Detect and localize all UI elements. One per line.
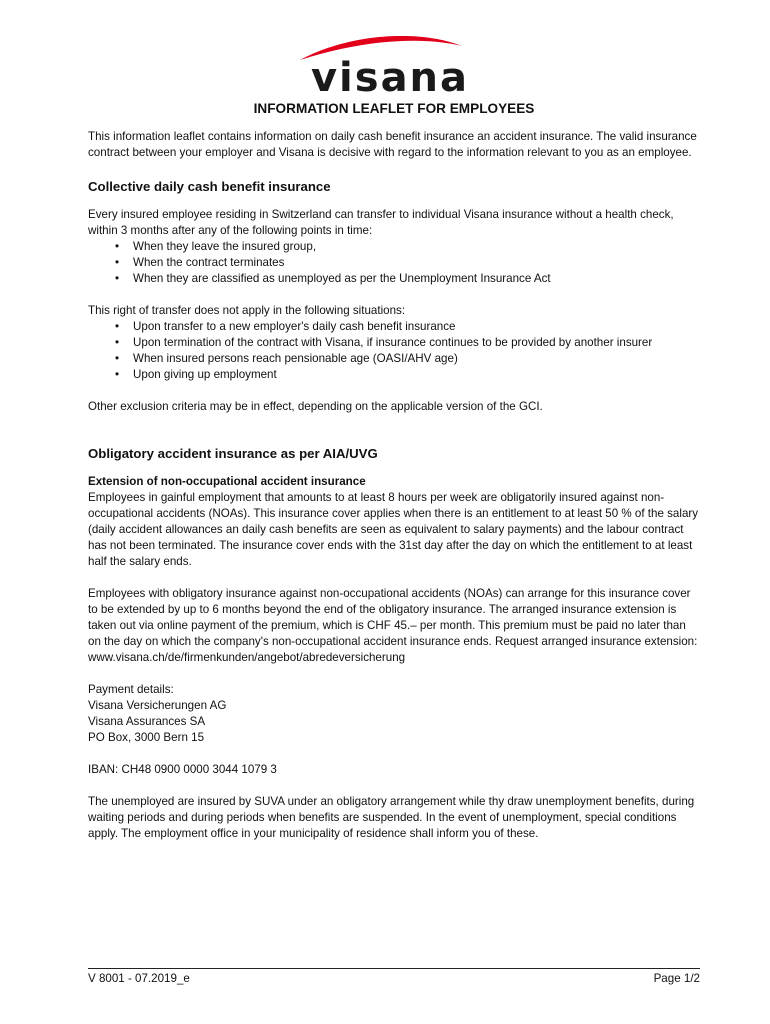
transfer-points-list xyxy=(88,239,700,287)
list-item: • When they leave the insured group, xyxy=(133,239,700,255)
intro-paragraph: This information leaflet contains information on daily cash benefit insurance an accident insurance. The valid insurance contract between your employer and Visana is decisive with regard to the information relevant to you as an employee. xyxy=(88,130,697,159)
daily-cash-paragraph-1: Every insured employee residing in Switzerland can transfer to individual Visana insurance without a health check, within 3 months after any of the following points in time: xyxy=(88,208,674,237)
visana-logo xyxy=(292,36,488,98)
logo-wordmark: visana xyxy=(310,55,470,98)
document-code: V 8001 - 07.2019_e xyxy=(88,972,190,985)
accident-paragraph-3: The unemployed are insured by SUVA under an obligatory arrangement while thy draw unemployment benefits, during waiting periods and during periods when benefits are suspended. In the event of unemployment, special conditions apply. The employment office in your municipality of residence shall inform you of these. xyxy=(88,795,695,840)
list-item: • Upon transfer to a new employer's daily cash benefit insurance xyxy=(133,319,700,335)
subheading-extension: Extension of non-occupational accident insurance xyxy=(88,475,366,488)
exclusions-list xyxy=(88,319,700,383)
page-footer xyxy=(88,968,700,985)
section-heading-daily-cash: Collective daily cash benefit insurance xyxy=(88,179,331,194)
page-title: INFORMATION LEAFLET FOR EMPLOYEES xyxy=(253,101,535,116)
section-heading-accident: Obligatory accident insurance as per AIA/UVG xyxy=(88,446,378,461)
page-number: Page 1/2 xyxy=(653,972,700,985)
daily-cash-paragraph-2: This right of transfer does not apply in the following situations: xyxy=(88,304,406,317)
payment-details xyxy=(88,682,700,746)
accident-paragraph-1: Employees in gainful employment that amounts to at least 8 hours per week are obligatorily insured against non-occupational accidents (NOAs). This insurance cover applies when there is an entitlement to at least 50 % of the salary (daily accident allowances an daily cash benefits are seen as equivalent to salary payments) and the labour contract has not been terminated. The insurance cover ends with the 31st day after the day on which the entitlement to at least half the salary ends. xyxy=(88,491,699,568)
document-body xyxy=(88,100,700,842)
list-item: • When insured persons reach pensionable age (OASI/AHV age) xyxy=(133,351,700,367)
list-item: • Upon giving up employment xyxy=(133,367,700,383)
payment-line: Visana Versicherungen AG xyxy=(88,699,227,712)
list-item: • Upon termination of the contract with Visana, if insurance continues to be provided by another insurer xyxy=(133,335,700,351)
list-item: • When the contract terminates xyxy=(133,255,700,271)
list-item: • When they are classified as unemployed as per the Unemployment Insurance Act xyxy=(133,271,700,287)
payment-line: PO Box, 3000 Bern 15 xyxy=(88,731,205,744)
payment-line: Visana Assurances SA xyxy=(88,715,206,728)
iban: IBAN: CH48 0900 0000 3044 1079 3 xyxy=(88,763,277,776)
daily-cash-paragraph-3: Other exclusion criteria may be in effect, depending on the applicable version of the GCI. xyxy=(88,400,543,413)
payment-label: Payment details: xyxy=(88,683,174,696)
accident-paragraph-2: Employees with obligatory insurance against non-occupational accidents (NOAs) can arrange for this insurance cover to be extended by up to 6 months beyond the end of the obligatory insurance. The arranged insurance extension is taken out via online payment of the premium, which is CHF 45.– per month. This premium must be paid no later than on the day on which the company's non-occupational accident insurance ends. Request arranged insurance extension: www.visana.ch/de/firmenkunden/angebot/abredeversicherung xyxy=(88,587,698,664)
logo-swoosh-icon xyxy=(292,36,488,98)
